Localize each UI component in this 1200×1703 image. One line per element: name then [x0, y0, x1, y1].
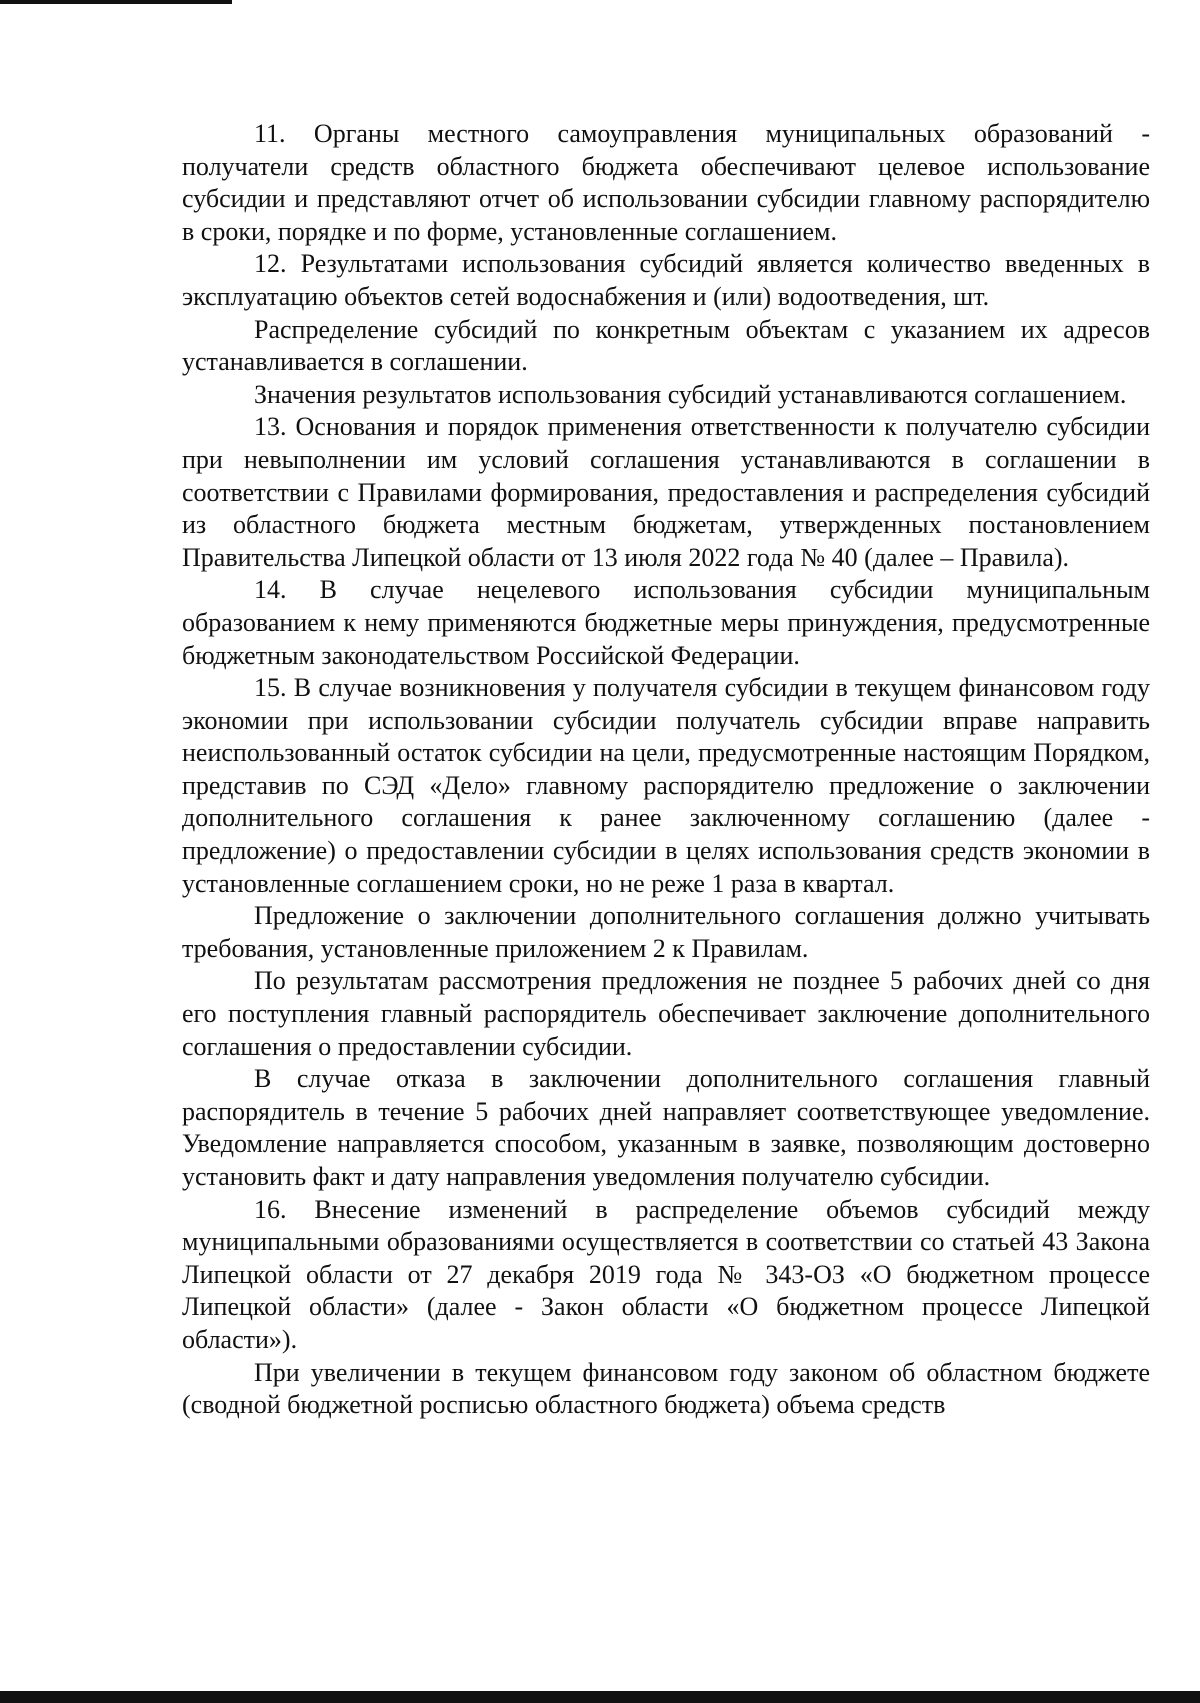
paragraph-15-review: По результатам рассмотрения предложения не позднее 5 рабочих дней со дня его поступления главный распорядитель обеспечивает заключение дополнительного соглашения о предоставлении субсидии.	[182, 966, 1150, 1061]
paragraph-13: 13. Основания и порядок применения ответственности к получателю субсидии при невыполнении им условий соглашения устанавливаются в соглашении в соответствии с Правилами формирования, предоставления и распределения субсидий из областного бюджета местным бюджетам, утвержденных постановлением Правительства Липецкой области от 13 июля 2022 года № 40 (далее – Правила).	[182, 412, 1150, 572]
paragraph-12-distribution: Распределение субсидий по конкретным объектам с указанием их адресов устанавливается в соглашении.	[182, 314, 1150, 377]
scan-border-bottom	[0, 1691, 1200, 1703]
paragraph-15-proposal: Предложение о заключении дополнительного соглашения должно учитывать требования, установленные приложением 2 к Правилам.	[182, 901, 1150, 963]
document-body	[182, 118, 1150, 1422]
paragraph-16-increase: При увеличении в текущем финансовом году законом об областном бюджете (сводной бюджетной росписью областного бюджета) объема средств	[182, 1357, 1150, 1420]
paragraph-15: 15. В случае возникновения у получателя субсидии в текущем финансовом году экономии при использовании субсидии получатель субсидии вправе направить неиспользованный остаток субсидии на цели, предусмотренные настоящим Порядком, представив по СЭД «Дело» главному распорядителю предложение о заключении дополнительного соглашения к ранее заключенному соглашению (далее - предложение) о предоставлении субсидии в целях использования средств экономии в установленные соглашением сроки, но не реже 1 раза в квартал.	[182, 673, 1150, 898]
paragraph-12: 12. Результатами использования субсидий является количество введенных в эксплуатацию объектов сетей водоснабжения и (или) водоотведения, шт.	[182, 249, 1150, 311]
paragraph-16: 16. Внесение изменений в распределение объемов субсидий между муниципальными образованиями осуществляется в соответствии со статьей 43 Закона Липецкой области от 27 декабря 2019 года № 343-ОЗ «О бюджетном процессе Липецкой области» (далее - Закон области «О бюджетном процессе Липецкой области»).	[182, 1194, 1150, 1354]
scan-border-top	[0, 0, 232, 4]
paragraph-12-values: Значения результатов использования субсидий устанавливаются соглашением.	[254, 379, 1127, 409]
paragraph-15-refusal: В случае отказа в заключении дополнительного соглашения главный распорядитель в течение 5 рабочих дней направляет соответствующее уведомление. Уведомление направляется способом, указанным в заявке, позволяющим достоверно установить факт и дату направления уведомления получателю субсидии.	[182, 1064, 1150, 1191]
paragraph-14: 14. В случае нецелевого использования субсидии муниципальным образованием к нему применяются бюджетные меры принуждения, предусмотренные бюджетным законодательством Российской Федерации.	[182, 575, 1150, 670]
paragraph-11: 11. Органы местного самоуправления муниципальных образований - получатели средств областного бюджета обеспечивают целевое использование субсидии и представляют отчет об использовании субсидии главному распорядителю в сроки, порядке и по форме, установленные соглашением.	[182, 119, 1150, 246]
